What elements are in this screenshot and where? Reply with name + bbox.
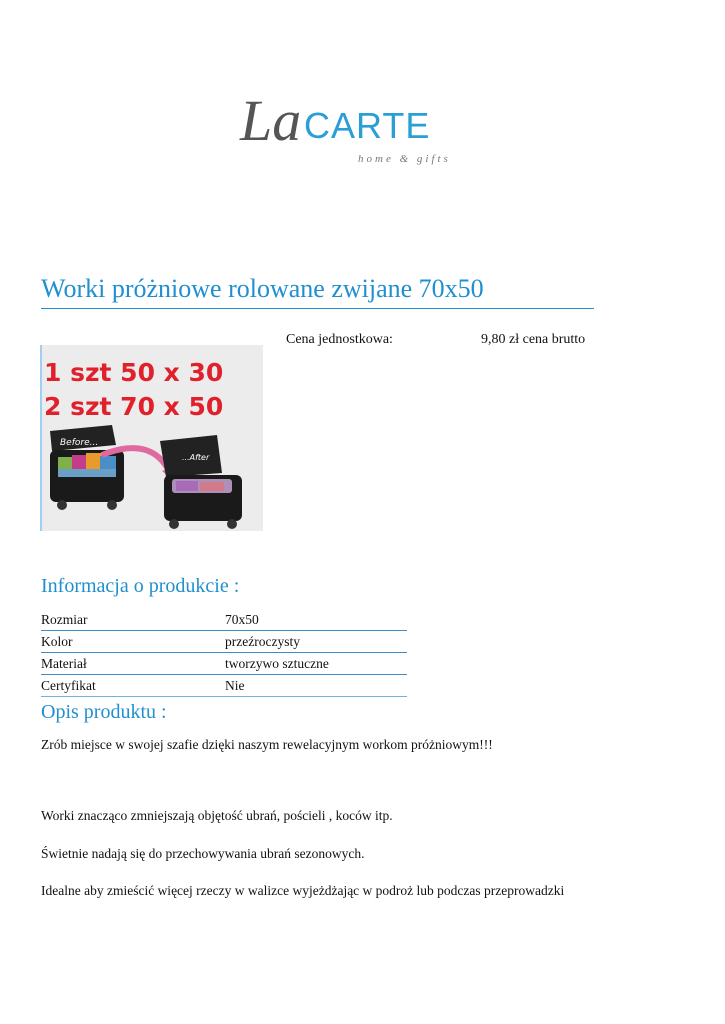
- spec-key: Certyfikat: [41, 678, 96, 693]
- image-line-1: 1 szt 50 x 30: [44, 358, 224, 387]
- image-before-label: Before...: [60, 438, 99, 448]
- logo-la: La: [240, 88, 302, 153]
- price-value: 9,80 zł cena brutto: [481, 332, 586, 347]
- description-paragraph: Zrób miejsce w swojej szafie dzięki naszym rewelacyjnym workom próżniowym!!!: [41, 737, 493, 752]
- spec-value: 70x50: [225, 612, 259, 627]
- image-after-label: ...After: [182, 453, 210, 462]
- spec-table: [41, 609, 407, 697]
- product-image: [40, 345, 263, 531]
- spec-row: [41, 609, 407, 631]
- logo-tagline: home & gifts: [358, 153, 451, 165]
- description-paragraph: Świetnie nadają się do przechowywania ubrań sezonowych.: [41, 846, 365, 861]
- lacarte-logo: [236, 78, 456, 178]
- description-paragraph: Worki znacząco zmniejszają objętość ubrań, pościeli , koców itp.: [41, 808, 393, 823]
- spec-row: [41, 675, 407, 697]
- spec-key: Kolor: [41, 634, 73, 649]
- spec-row: [41, 631, 407, 653]
- logo-carte: CARTE: [304, 105, 431, 146]
- spec-value: Nie: [225, 678, 245, 693]
- image-line-2: 2 szt 70 x 50: [44, 392, 224, 421]
- spec-row: [41, 653, 407, 675]
- description-heading: Opis produktu :: [41, 701, 167, 723]
- spec-key: Rozmiar: [41, 612, 88, 627]
- spec-value: przeźroczysty: [225, 634, 300, 649]
- spec-key: Materiał: [41, 656, 87, 671]
- price-label: Cena jednostkowa:: [286, 332, 393, 347]
- info-heading: Informacja o produkcie :: [41, 575, 240, 597]
- description-paragraph: Idealne aby zmieścić więcej rzeczy w walizce wyjeżdżając w podroż lub podczas przeprowadzki: [41, 883, 565, 898]
- product-illustration: [42, 345, 263, 531]
- suitcase-after-icon: [160, 435, 242, 529]
- spec-value: tworzywo sztuczne: [225, 656, 329, 671]
- page-title: Worki próżniowe rolowane zwijane 70x50: [41, 274, 594, 309]
